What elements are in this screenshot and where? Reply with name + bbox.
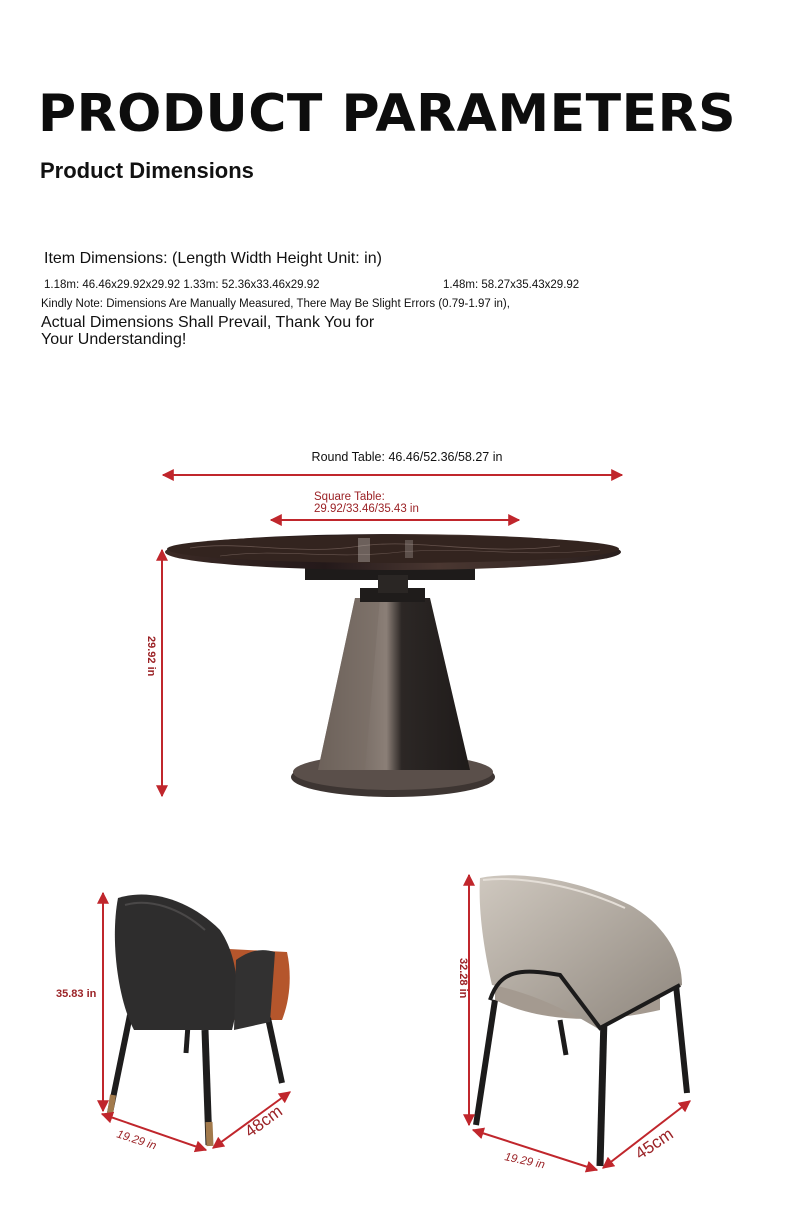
left-chair-width-label: 19.29 in xyxy=(115,1128,158,1153)
spec-line-2: 1.48m: 58.27x35.43x29.92 xyxy=(443,279,580,291)
note-line-1: Kindly Note: Dimensions Are Manually Measured, There May Be Slight Errors (0.79-1.97 in), xyxy=(41,298,510,310)
page-title: PRODUCT PARAMETERS xyxy=(38,84,737,144)
left-chair xyxy=(110,895,290,1146)
table-height-label: 29.92 in xyxy=(145,636,157,677)
right-chair xyxy=(476,875,687,1166)
right-chair-depth-label: 45cm xyxy=(631,1124,677,1164)
square-table-label: Square Table: xyxy=(314,491,385,503)
spec-line-1: 1.18m: 46.46x29.92x29.92 1.33m: 52.36x33.46x29.92 xyxy=(44,279,320,291)
right-chair-width-label: 19.29 in xyxy=(503,1151,546,1172)
right-chair-height-label: 32.28 in xyxy=(457,958,469,999)
left-chair-depth-label: 48cm xyxy=(241,1101,286,1142)
round-table-label: Round Table: 46.46/52.36/58.27 in xyxy=(311,450,503,464)
square-table-values: 29.92/33.46/35.43 in xyxy=(314,503,419,515)
left-chair-height-label: 35.83 in xyxy=(56,988,97,1000)
item-dimensions-heading: Item Dimensions: (Length Width Height Unit: in) xyxy=(44,250,382,267)
round-table xyxy=(165,534,621,797)
note-line-2: Actual Dimensions Shall Prevail, Thank You for Your Understanding! xyxy=(41,314,375,348)
section-subtitle: Product Dimensions xyxy=(40,158,254,183)
